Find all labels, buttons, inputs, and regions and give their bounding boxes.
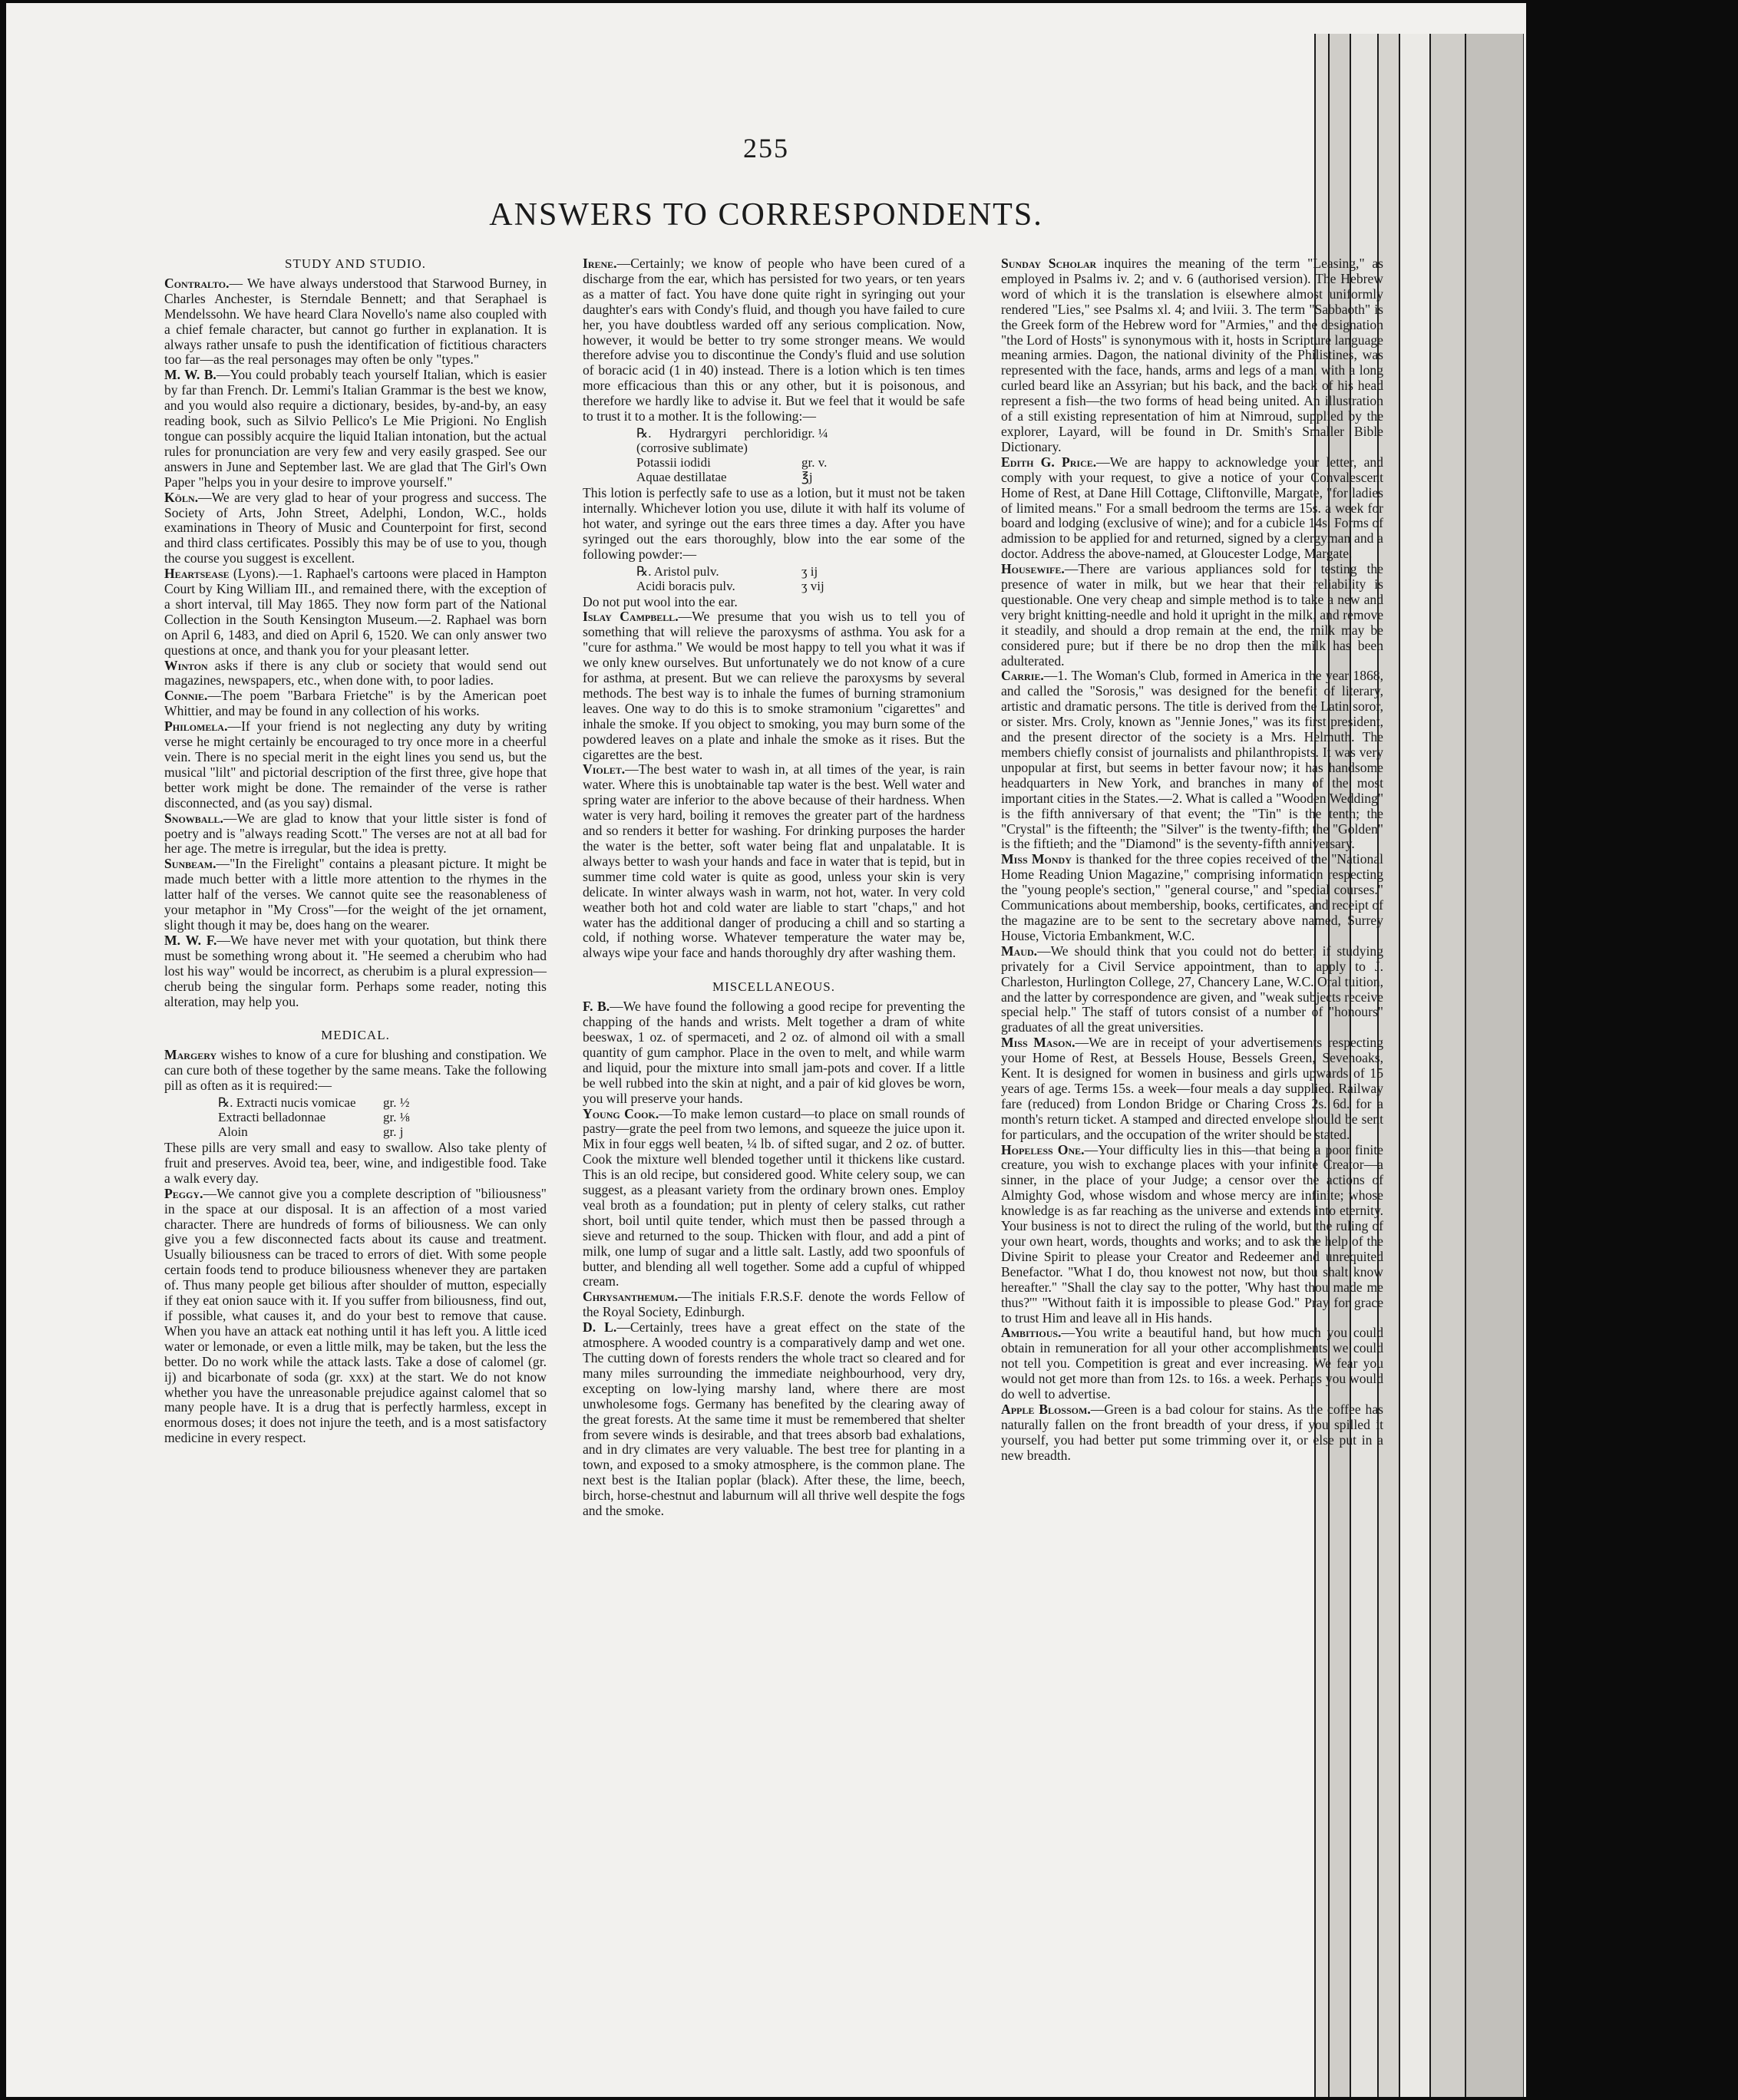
answer-text: —Certainly, trees have a great effect on the state of the atmosphere. A wooded country is a comparatively damp and wet one. The cutting down of forests renders the whole tract so cleared and for many miles surrounding the immediate neighbourhood, very dry, excepting on low-lying marshy land, where there are most unwholesome fogs. Germany has benefited by the clearing away of the great forests. At the same time it must be remembered that shelter from severe winds is desirable, and that trees absorb bad exhalations, and in dry climates are very valuable. The best tree for planting in a town, and exposed to a smoky atmosphere, is the common plane. The next best is the Italian poplar (black). After these, the lime, beech, birch, horse-chestnut and laburnum will all thrive well despite the fogs and the smoke. xyxy=(583,1319,966,1519)
answer-entry xyxy=(1001,455,1383,562)
answer-text: This lotion is perfectly safe to use as a lotion, but it must not be taken internally. Whichever lotion you use, dilute it with half its volume of hot water, and syringe out the ears three times a day. After you have syringed out the ears thoroughly, blow into the ear some of the following powder:— xyxy=(583,484,965,562)
section-heading: MISCELLANEOUS. xyxy=(712,979,835,995)
column-3 xyxy=(1001,256,1383,1464)
correspondent-name: Edith G. Price. xyxy=(1001,454,1097,470)
correspondent-name: Hopeless One. xyxy=(1001,1141,1085,1157)
prescription-line: Acidi boracis pulv. ʒ vij xyxy=(636,578,824,593)
prescription-line: Aquae destillatae ℥j xyxy=(636,469,813,484)
correspondent-name: Heartsease xyxy=(164,566,230,582)
answer-text: —We have found the following a good recipe for preventing the chapping of the hands and wrists. Melt together a dram of white beeswax, 1 oz. of spermaceti, and 2 oz. of almond oil with a small quantity of gum camphor. Place in the oven to melt, and while warm and liquid, pour the mixture into small jam-pots and cover. If a little be well rubbed into the skin at night, and a pair of kid gloves be worn, you will preserve your hands. xyxy=(583,999,966,1106)
answer-entry xyxy=(1001,669,1383,852)
prescription-line: ℞. Aristol pulv. ʒ ij xyxy=(636,563,818,579)
answer-text: asks if there is any club or society that would send out magazines, newspapers, etc., when done with, to poor ladies. xyxy=(164,657,547,688)
correspondent-name: Snowball. xyxy=(164,810,223,826)
answer-entry xyxy=(583,762,965,961)
section-heading: STUDY AND STUDIO. xyxy=(284,256,426,271)
correspondent-name: Philomela. xyxy=(164,718,228,735)
correspondent-name: Carrie. xyxy=(1001,668,1044,684)
answer-entry xyxy=(1001,1326,1383,1402)
answer-entry xyxy=(164,659,547,689)
answer-text: —To make lemon custard—to place on small rounds of pastry—grate the peel from two lemons, and squeeze the juice upon it. Mix in four eggs well beaten, ¼ lb. of sifted sugar, and 2 oz. of butter. Cook the mixture well blended together until it thickens like custard. This is an old recipe, but considered good. White celery soup, we can suggest, as a pleasant variety from the ordinary brown ones. Employ veal broth as a foundation; put in plenty of celery stalks, cut rather short, boil until quite tender, which must then be passed through a sieve and returned to the soup. Thicken with flour, and add a pint of milk, one lump of sugar and a little salt. Lastly, add two spoonfuls of butter, and blending all well together. Some add a cupful of whipped cream. xyxy=(583,1105,965,1289)
answer-entry xyxy=(583,1320,965,1519)
answer-entry xyxy=(583,595,965,610)
answer-entry xyxy=(1001,1402,1383,1464)
answer-entry xyxy=(164,857,547,933)
prescription-line: ℞. Extracti nucis vomicae gr. ½ xyxy=(218,1095,410,1111)
answer-text: —We are in receipt of your advertisements respecting your Home of Rest, at Bessels House, Bessels Green, Sevenoaks, Kent. It is designed for women in business and girls upwards of 15 years of age. Terms 15s. a week—four meals a day supplied. Railway fare (reduced) from London Bridge or Charing Cross 2s. 6d. for a month's return ticket. A stamped and directed envelope should be sent for particulars, and the occupation of the writer should be stated. xyxy=(1001,1035,1383,1142)
answer-text: —We are happy to acknowledge your letter, and comply with your request, to give a notice of your Convalescent Home of Rest, at Dane Hill Cottage, Cliftonville, Margate, "for ladies of limited means." For a small bedroom the terms are 15s. a week for board and lodging (exclusive of wine); and for a cubicle 14s. Forms of admission to be applied for and returned, signed by a clergyman and a doctor. Address the above-named, at Gloucester Lodge, Margate. xyxy=(1001,454,1383,562)
answer-text: —Certainly; we know of people who have been cured of a discharge from the ear, which has persisted for two years, or ten years as a matter of fact. You have done quite right in syringing out your daughter's ears with Condy's fluid, and though you have failed to cure her, you have doubtless warded off any serious complication. Now, however, it would be better to try some stronger means. We would therefore advise you to discontinue the Condy's fluid and use solution of boracic acid (1 in 40) instead. There is a lotion which is ten times more efficacious than this or any other, but it is poisonous, and therefore we hardly like to advise it. But we feel that it would be safe to trust it to a mother. It is the following:— xyxy=(583,256,965,424)
answer-entry xyxy=(583,1289,965,1320)
section-heading: MEDICAL. xyxy=(321,1028,390,1043)
prescription xyxy=(164,1095,547,1139)
answer-text: —We are glad to know that your little sister is fond of poetry and is "always reading Scott." The verses are not at all bad for her age. The metre is irregular, but the idea is pretty. xyxy=(164,810,547,857)
answer-text: inquires the meaning of the term "Leasing," as employed in Psalms iv. 2; and v. 6 (authorised version). The Hebrew word of which it is the translation is elsewhere almost uniformly rendered "Lies," see Psalms xl. 4; and lviii. 3. The term "Sabbaoth" is the Greek form of the Hebrew word for "Armies," and the designation "the Lord of Hosts" is synonymous with it, hosts in Scripture language meaning armies. Dagon, the national divinity of the Philistines, was represented with the face, hands, arms and legs of a man, with a long curled beard like an Assyrian; but his back, and the back of his head represent a fish—the two forms of head being united. An illustration of a still existing representation of him at Nimroud, supplied by the explorer, Layard, will be found in Dr. Smith's Smaller Bible Dictionary. xyxy=(1001,256,1383,454)
answer-entry xyxy=(164,811,547,857)
answer-text: These pills are very small and easy to swallow. Also take plenty of fruit and preserves. Avoid tea, beer, wine, and indigestible food. Take a walk every day. xyxy=(164,1140,547,1186)
prescription-line: Potassii iodidi gr. v. xyxy=(636,454,828,470)
answer-text: —We have never met with your quotation, but think there must be something wrong about it. "He seemed a cherubim who had lost his way" would be incorrect, as cherubim is a plural expression—cherub being the singular form. Perhaps some reader, noting this alteration, may help you. xyxy=(164,932,547,1009)
powder-prescription xyxy=(583,564,965,593)
answer-entry xyxy=(583,1107,965,1290)
answer-text: —If your friend is not neglecting any duty by writing verse he might certainly be encouraged to try once more in a cheerful vein. There is no special merit in the eight lines you send us, but the musical "lilt" and pictorial description of the first three, give hope that better work might be done. The remainder of the verse is rather disconnected, and (as you say) dismal. xyxy=(164,718,547,811)
correspondent-name: M. W. B. xyxy=(164,367,216,383)
correspondent-name: Sunday Scholar xyxy=(1001,256,1097,271)
answer-entry xyxy=(164,1048,547,1094)
correspondent-name: Peggy. xyxy=(164,1185,203,1201)
correspondent-name: Contralto. xyxy=(164,275,230,291)
prescription-line: Aloin gr. j xyxy=(218,1124,404,1140)
answer-entry xyxy=(583,609,965,762)
answer-text: is thanked for the three copies received of the "National Home Reading Union Magazine," comprising information respecting the "young people's section," "general course," and "special courses." Communications about membership, books, certificates, and receipt of the magazine are to be sent to the secretary above named, Surrey House, Victoria Embankment, W.C. xyxy=(1001,851,1383,943)
page xyxy=(6,3,1526,2097)
correspondent-name: Chrysanthemum. xyxy=(583,1289,679,1305)
answer-text: —You could probably teach yourself Italian, which is easier by far than French. Dr. Lemmi's Italian Grammar is the best we know, and you would also require a dictionary, besides, by-and-by, an easy reading book, such as Silvio Pellico's Le Mie Prigioni. No English tongue can possibly acquire the liquid Italian intonation, but the actual rules for pronunciation are very few and very easily grasped. See our answers in June and September last. We are glad that The Girl's Own Paper "helps you in your desire to improve yourself." xyxy=(164,367,547,490)
answer-entry xyxy=(164,933,547,1010)
prescription-line: ℞. Hydrargyri perchloridi (corrosive sublimate) gr. ¼ xyxy=(636,425,828,455)
answer-text: —Green is a bad colour for stains. As the coffee has naturally fallen on the front breadth of your dress, if you spilled it yourself, you had better put some trimming over it, or else put in a new breadth. xyxy=(1001,1401,1383,1463)
page-number: 255 xyxy=(743,133,789,163)
column-1 xyxy=(164,256,547,1446)
correspondent-name: Violet. xyxy=(583,761,626,778)
page-title: ANSWERS TO CORRESPONDENTS. xyxy=(489,197,1043,233)
correspondent-name: Sunbeam. xyxy=(164,856,216,872)
correspondent-name: Ambitious. xyxy=(1001,1325,1062,1341)
answer-entry xyxy=(164,566,547,658)
answer-entry xyxy=(1001,562,1383,669)
answer-entry xyxy=(164,368,547,490)
correspondent-name: Winton xyxy=(164,657,208,673)
correspondent-name: Young Cook. xyxy=(583,1105,659,1121)
answer-text: — We have always understood that Starwood Burney, in Charles Anchester, is Sterndale Bennett; and that Seraphael is Mendelssohn. We have heard Clara Novello's name also coupled with a chief female character, but cannot go further in explanation. It is always rather unsafe to push the identification of fictitious characters too far—as the real personages may often be only "types." xyxy=(164,275,547,368)
answer-entry xyxy=(164,719,547,811)
correspondent-name: Maud. xyxy=(1001,943,1038,959)
correspondent-name: Irene. xyxy=(583,256,617,271)
answer-text: —We presume that you wish us to tell you of something that will relieve the paroxysms of asthma. You ask for a "cure for asthma." We would be most happy to tell you what it was if we only knew ourselves. But unfortunately we do not know of a cure for asthma, at present. But we can relieve the paroxysms by several methods. The best way is to inhale the fumes of burning stramonium leaves. One way to do this is to smoke stramonium "cigarettes" and inhale the smoke. If you object to smoking, you may burn some of the powdered leaves on a plate and inhale the smoke as it rises. But the cigarettes are the best. xyxy=(583,609,965,762)
correspondent-name: Margery xyxy=(164,1047,217,1063)
answer-entry xyxy=(1001,852,1383,943)
column-2 xyxy=(583,256,965,1519)
prescription-line: Extracti belladonnae gr. ⅛ xyxy=(218,1110,410,1125)
answer-text: —Your difficulty lies in this—that being a poor finite creature, you wish to exchange places with your infinite Creator—a sinner, in the place of your Judge; a censor over the actions of Almighty God, whose wisdom and whose mercy are infinite; whose knowledge is as far reaching as the universe and extends into eternity. Your business is not to direct the ruling of the world, but the ruling of your own heart, words, thoughts and works; and to ask the help of the Divine Spirit to please your Creator and Redeemer and unrequited Benefactor. "What I do, thou knowest not now, but thou shalt know hereafter." "Shall the clay say to the potter, 'Why hast thou made me thus?'" "Without faith it is impossible to please God." Pray for grace to trust Him and leave all in His hands. xyxy=(1001,1141,1383,1326)
answer-text: —We should think that you could not do better, if studying privately for a Civil Service appointment, than to apply to J. Charleston, Hurlington College, 27, Chancery Lane, W.C. Oral tuition, and the latter by correspondence are given, and "weak subjects receive special help." The staff of tutors consist of a number of "honours" graduates of all the great universities. xyxy=(1001,943,1383,1035)
correspondent-name: F. B. xyxy=(583,999,610,1015)
answer-text: —There are various appliances sold for testing the presence of water in milk, but we hear that their reliability is questionable. One very cheap and simple method is to take a new and very bright knitting-needle and hold it upright in the milk, and remove it steadily, and should a drop remain at the end, the milk may be considered pure; but if there be no drop then the milk has been adulterated. xyxy=(1001,561,1383,669)
answer-entry xyxy=(1001,1143,1383,1326)
answer-entry xyxy=(164,276,547,368)
answer-text: Do not put wool into the ear. xyxy=(583,593,738,609)
answer-text: (Lyons).—1. Raphael's cartoons were placed in Hampton Court by King William III., and remained there, with the exception of a short interval, till May 1865. They now form part of the National Collection in the South Kensington Museum.—2. Raphael was born on April 6, 1483, and died on April 6, 1520. We can only answer two questions at once, and thank you for your pleasant letter. xyxy=(164,566,547,658)
correspondent-name: D. L. xyxy=(583,1319,617,1336)
correspondent-name: Connie. xyxy=(164,688,208,704)
answer-text: —You write a beautiful hand, but how much you could obtain in remuneration for all your other accomplishments we could not tell you. Competition is great and ever increasing. We fear you would not get more than from 12s. to 16s. a week. Perhaps you would do well to advertise. xyxy=(1001,1325,1383,1402)
answer-text: —We are very glad to hear of your progress and success. The Society of Arts, John Street, Adelphi, London, W.C., holds examinations in Theory of Music and Counterpoint for first, second and third class certificates. Possibly this may be of use to you, though the course you suggest is excellent. xyxy=(164,489,547,566)
lotion-prescription xyxy=(583,426,965,484)
answer-entry xyxy=(1001,1035,1383,1142)
answer-text: wishes to know of a cure for blushing and constipation. We can cure both of these together by the same means. Take the following pill as often as it is required:— xyxy=(164,1047,547,1094)
answer-entry xyxy=(1001,256,1383,455)
correspondent-name: Köln. xyxy=(164,489,199,505)
answer-entry xyxy=(583,486,965,563)
answer-entry xyxy=(583,256,965,424)
answer-text: —1. The Woman's Club, formed in America in the year 1868, and called the "Sorosis," was designed for the benefit of literary, artistic and dramatic persons. The title is derived from the Latin soror, or sister. Mrs. Croly, known as "Jennie Jones," was its first president, and the present director of the society is a Mrs. Helmuth. The members chiefly consist of journalists and philanthropists. It was very unpopular at first, but seems in better favour now; it has handsome headquarters in New York, and branches in many of the most important cities in the States.—2. What is called a "Wooden Wedding" is the fifth anniversary of that event; the "Tin" is the tenth; the "Crystal" is the fifteenth; the "Silver" is the twenty-fifth; the "Golden" is the fiftieth; and the "Diamond" is the seventy-fifth anniversary. xyxy=(1001,668,1383,852)
answer-entry xyxy=(164,1141,547,1187)
answer-text: —"In the Firelight" contains a pleasant picture. It might be made much better with a little more attention to the rhymes in the latter half of the verses. We cannot quite see the reasonableness of your metaphor in "My Cross"—for the weight of the jet ornament, slight though it may be, does hang on the wearer. xyxy=(164,856,547,933)
answer-text: —We cannot give you a complete description of "biliousness" in the space at our disposal. It is an affection of a most varied character. There are hundreds of forms of biliousness. We can only give you a few disconnected facts about its cause and treatment. Usually biliousness can be traced to errors of diet. With some people certain foods tend to produce biliousness whenever they are partaken of. Thus many people get bilious after shoulder of mutton, especially if they eat onion sauce with it. If you suffer from biliousness, find out, if possible, what causes it, and do your best to remove that cause. When you have an attack eat nothing until it has left you. A little iced water or lemonade, or even a little milk, may be taken, but the less the better. Do no work while the attack lasts. Take a dose of calomel (gr. ij) and bicarbonate of soda (gr. xxx) at the start. We do not know whether you have the unreasonable prejudice against calomel that so many people have. It is a drug that is perfectly harmless, except in enormous doses; it does not injure the teeth, and is a most satisfactory medicine in every respect. xyxy=(164,1185,547,1446)
correspondent-name: Miss Mondy xyxy=(1001,851,1072,867)
answer-text: —The initials F.R.S.F. denote the words Fellow of the Royal Society, Edinburgh. xyxy=(583,1289,965,1320)
correspondent-name: Miss Mason. xyxy=(1001,1035,1076,1051)
correspondent-name: Islay Campbell. xyxy=(583,609,679,625)
answer-text: —The best water to wash in, at all times of the year, is rain water. Where this is unobtainable tap water is the best. Well water and spring water are inferior to the above because of their hardness. When water is very hard, boiling it removes the greater part of the hardness and so renders it better for washing. For drinking purposes the harder the water is the better, soft water being flat and unpalatable. It is always better to wash your hands and face in water that is tepid, but in summer time cold water is quite as good, unless your skin is very delicate. In winter always wash in warm, not hot, water. In very cold weather both hot and cold water are liable to start "chaps," and hot water has the additional danger of producing a chill and so starting a cold, if nothing worse. Whatever temperature the water may be, always wipe your face and hands thoroughly dry after washing them. xyxy=(583,761,965,961)
correspondent-name: Apple Blossom. xyxy=(1001,1401,1091,1417)
answer-entry xyxy=(1001,944,1383,1035)
answer-entry xyxy=(164,1187,547,1446)
answer-entry xyxy=(583,999,965,1106)
correspondent-name: Housewife. xyxy=(1001,561,1065,577)
correspondent-name: M. W. F. xyxy=(164,932,217,948)
answer-entry xyxy=(164,490,547,567)
answer-text: —The poem "Barbara Frietche" is by the American poet Whittier, and may be found in any collection of his works. xyxy=(164,688,547,719)
answer-entry xyxy=(164,688,547,719)
